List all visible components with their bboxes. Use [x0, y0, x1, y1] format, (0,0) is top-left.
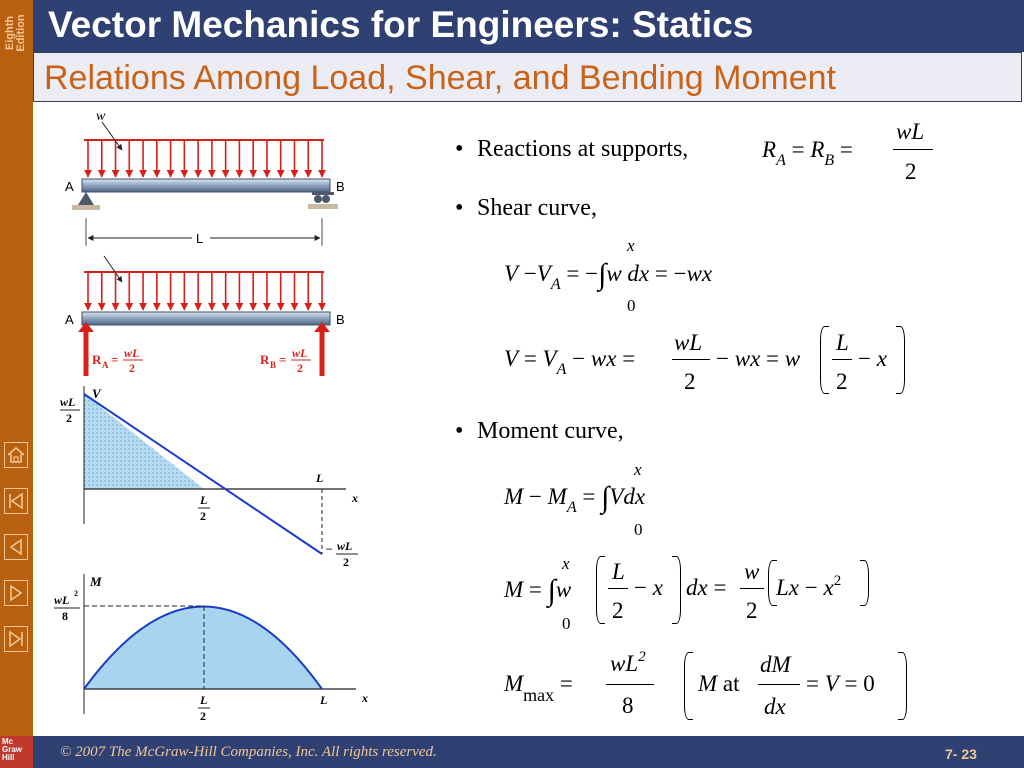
shear-max-denominator: 2: [66, 411, 72, 425]
svg-text:–: –: [326, 541, 332, 555]
reaction-a-symbol: R: [92, 352, 102, 367]
half-span-numerator: L: [200, 693, 208, 707]
reaction-b-denominator: 2: [297, 361, 303, 375]
next-slide-icon[interactable]: [4, 580, 28, 606]
x-axis-label: x: [362, 691, 368, 705]
reaction-a-denominator: 2: [129, 361, 135, 375]
svg-text:=: =: [279, 352, 287, 367]
sidebar: [0, 0, 33, 768]
moment-max-exponent: 2: [74, 589, 78, 598]
span-end-label: L: [316, 471, 324, 485]
span-label: L: [196, 231, 204, 246]
load-label: w: [96, 109, 106, 124]
page-number: 7- 23: [945, 746, 977, 762]
end-b-label: B: [336, 179, 345, 194]
x-axis-label: x: [352, 491, 358, 505]
pin-support: [78, 192, 94, 205]
bullet-moment-text: Moment curve,: [477, 418, 624, 444]
previous-slide-icon[interactable]: [4, 534, 28, 560]
roller-support: [312, 192, 334, 195]
logo-line: Mc: [2, 737, 14, 746]
edition-label: [0, 0, 33, 60]
shear-min-denominator: 2: [343, 555, 349, 569]
beam-diagram-figure: [40, 104, 380, 724]
svg-text:=: =: [111, 352, 119, 367]
last-slide-icon[interactable]: [4, 626, 28, 652]
moment-max-denominator: 8: [62, 609, 68, 623]
span-end-label: L: [320, 693, 328, 707]
reaction-b-subscript: B: [270, 360, 277, 370]
home-icon[interactable]: [4, 442, 28, 468]
loaded-beam: [65, 109, 345, 246]
half-span-denominator: 2: [200, 509, 206, 523]
reaction-b-numerator: wL: [292, 346, 308, 360]
reaction-a-numerator: wL: [124, 346, 140, 360]
copyright-notice: © 2007 The McGraw-Hill Companies, Inc. All rights reserved.: [60, 744, 437, 760]
bullet-reactions: • Reactions at supports,: [455, 136, 689, 162]
mcgraw-hill-logo: [0, 736, 33, 768]
half-span-numerator: L: [200, 493, 208, 507]
bullet-reactions-text: Reactions at supports,: [477, 136, 689, 162]
end-b-label: B: [336, 312, 345, 327]
shear-min-numerator: wL: [337, 539, 353, 553]
load-arrows: [88, 272, 322, 310]
shear-max-numerator: wL: [60, 395, 76, 409]
load-arrows: [88, 140, 322, 177]
edition-text: Eighth Edition: [4, 14, 27, 52]
page-subtitle: Relations Among Load, Shear, and Bending Moment: [44, 59, 836, 97]
moment-max-numerator: wL: [54, 593, 70, 607]
moment-axis-label: M: [90, 574, 102, 589]
logo-line: Hill: [2, 753, 15, 762]
logo-line: Graw: [2, 745, 23, 754]
reaction-a-subscript: A: [102, 360, 109, 370]
bullet-shear-text: Shear curve,: [477, 195, 597, 221]
end-a-label: A: [65, 312, 74, 327]
page-title: Vector Mechanics for Engineers: Statics: [48, 4, 754, 45]
end-a-label: A: [65, 179, 74, 194]
shear-diagram: [60, 386, 358, 569]
bullet-shear: • Shear curve,: [455, 195, 597, 221]
first-slide-icon[interactable]: [4, 488, 28, 514]
shear-axis-label: V: [92, 386, 101, 401]
reaction-b-symbol: R: [260, 352, 270, 367]
free-body-beam: [65, 256, 345, 376]
half-span-denominator: 2: [200, 709, 206, 723]
moment-diagram: [54, 574, 368, 723]
bullet-moment: • Moment curve,: [455, 418, 624, 444]
